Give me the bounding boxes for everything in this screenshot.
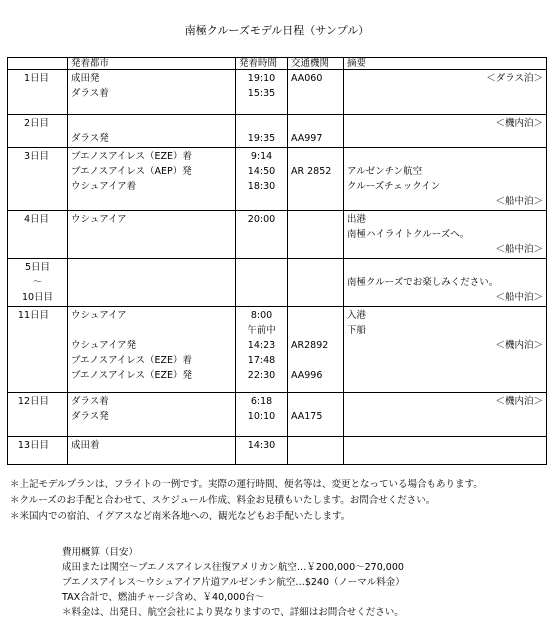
header-transport: 交通機関 [288,58,344,70]
city-cell [68,211,236,259]
header-day [8,58,68,70]
flight-cell-line: AR2892 [291,340,329,351]
header-time: 発着時間 [236,58,288,70]
flight-cell-line [291,116,340,131]
flight-cell-line [291,86,340,101]
table-row [8,148,547,211]
cost-line: ブエノスアイレス～ウシュアイア片道アルゼンチン航空…$240（ノーマル料金） [62,577,405,588]
day-cell [8,393,68,437]
note-cell [344,307,547,393]
day-cell-line: 13日目 [17,440,49,451]
note-cell-line: 入港 [347,310,367,321]
time-cell-line: 10:10 [247,411,276,422]
note-cell [344,70,547,115]
city-cell [68,148,236,211]
city-cell-line: ダラス着 [71,396,109,407]
flight-cell-line: AA997 [291,133,323,144]
note-cell [344,115,547,148]
note-cell-line: 出港 [347,214,367,225]
city-cell-line: ウシュアイア発 [71,340,137,351]
flight-cell-line [291,438,340,453]
city-cell-line: ウシュアイア [71,214,127,225]
flight-cell-line: AA060 [291,73,323,84]
city-cell-line: ウシュアイア着 [71,181,137,192]
flight-cell-line [291,149,340,164]
stay-label: ＜機内泊＞ [495,396,543,407]
time-cell [236,437,288,465]
city-cell-line: ブエノスアイレス（EZE）着 [71,151,193,162]
stay-label: ＜機内泊＞ [495,340,543,351]
flight-cell [288,211,344,259]
table-row [8,115,547,148]
time-cell-line: 8:00 [250,310,273,321]
stay-label: ＜船中泊＞ [495,196,543,207]
table-row [8,307,547,393]
day-cell [8,437,68,465]
cost-heading: 費用概算（目安） [62,547,139,558]
flight-cell [288,70,344,115]
flight-cell [288,307,344,393]
note-cell [344,259,547,307]
city-cell [68,393,236,437]
header-city: 発着都市 [68,58,236,70]
time-cell [236,259,288,307]
city-cell [68,115,236,148]
flight-cell-line [291,353,340,368]
page-title: 南極クルーズモデル日程（サンプル） [184,24,370,37]
day-cell [8,148,68,211]
city-cell-line: ウシュアイア [71,310,127,321]
city-cell-line: ブエノスアイレス（EZE）着 [71,355,193,366]
city-cell [68,437,236,465]
time-cell-line: 15:35 [247,88,276,99]
city-cell [68,259,236,307]
day-cell-line: 5日目 [24,262,51,273]
table-header-row [8,58,547,70]
table-row [8,437,547,465]
note-cell-line: 南極クルーズでお楽しみください。 [347,277,499,288]
time-cell [236,393,288,437]
time-cell-line: 17:48 [247,355,276,366]
stay-label: ＜機内泊＞ [495,118,543,129]
time-cell-line: 9:14 [250,151,273,162]
city-cell-line: ブエノスアイレス（AEP）発 [71,166,192,177]
city-cell [68,70,236,115]
day-cell-line: 4日目 [23,214,49,225]
city-cell-line: ブエノスアイレス（EZE）発 [71,370,193,381]
city-cell [68,307,236,393]
time-cell-line: 14:50 [247,166,276,177]
note-cell-line [347,260,543,275]
table-row [8,259,547,307]
time-cell [236,307,288,393]
table-row [8,70,547,115]
table-row [8,211,547,259]
note-cell [344,211,547,259]
note-cell-line: 南極ハイライトクルーズへ。 [347,229,470,240]
time-cell-line: 20:00 [247,214,276,225]
time-cell-line [239,116,284,131]
day-cell-line: 12日目 [17,396,49,407]
flight-cell [288,115,344,148]
day-cell-line: 3日目 [23,151,49,162]
time-cell [236,115,288,148]
note-cell-line: 下船 [347,325,367,336]
time-cell-line: 22:30 [247,370,276,381]
footnotes [10,477,483,525]
city-cell-line: 成田発 [71,73,100,84]
time-cell-line: 14:30 [247,440,276,451]
time-cell-line: 6:18 [250,396,273,407]
time-cell-line: 午前中 [247,325,276,336]
flight-cell-line [291,323,340,338]
note-cell [344,148,547,211]
itinerary-table [7,57,547,465]
city-cell-line: 成田着 [71,440,100,451]
day-cell [8,115,68,148]
stay-label: ＜船中泊＞ [495,244,543,255]
flight-cell-line [291,394,340,409]
flight-cell [288,259,344,307]
note-cell [344,437,547,465]
time-cell-line: 19:10 [247,73,276,84]
note-cell-line: クルーズチェックイン [347,181,441,192]
time-cell-line: 18:30 [247,181,276,192]
city-cell-line [71,323,232,338]
flight-cell [288,148,344,211]
flight-cell-line: AA175 [291,411,323,422]
flight-cell [288,393,344,437]
note-cell [344,393,547,437]
table-row [8,393,547,437]
stay-label: ＜船中泊＞ [495,292,543,303]
note-cell-line: アルゼンチン航空 [347,166,423,177]
day-cell-line: ～ [32,277,43,288]
footnote: ＊米国内での宿泊、イグアスなど南米各地への、観光などもお手配いたします。 [10,511,351,522]
note-cell-line [347,149,543,164]
flight-cell-line: AR 2852 [291,166,332,177]
footnote: ＊クルーズのお手配と合わせて、スケジュール作成、料金お見積もいたします。お問合せください。 [10,495,436,506]
time-cell [236,70,288,115]
city-cell-line: ダラス着 [71,88,109,99]
day-cell [8,70,68,115]
day-cell [8,307,68,393]
cost-estimate [62,545,405,620]
cost-line: ＊料金は、出発日、航空会社により異なりますので、詳細はお問合せください。 [62,607,404,618]
flight-cell-line [291,179,340,194]
day-cell-line: 10日目 [21,292,54,303]
flight-cell-line [291,212,340,227]
footnote: ＊上記モデルプランは、フライトの一例です。実際の運行時間、便名等は、変更となっている場合もあります。 [10,479,483,490]
header-notes: 摘要 [344,58,547,70]
cost-line: TAX合計で、燃油チャージ含め、￥40,000台～ [62,592,265,603]
time-cell [236,211,288,259]
day-cell [8,211,68,259]
stay-label: ＜ダラス泊＞ [486,73,543,84]
time-cell [236,148,288,211]
flight-cell-line: AA996 [291,370,323,381]
day-cell-line: 2日目 [23,118,49,129]
flight-cell [288,437,344,465]
city-cell-line [71,116,232,131]
city-cell-line: ダラス発 [71,133,109,144]
cost-line: 成田または関空～ブエノスアイレス往復アメリカン航空…￥200,000～270,000 [62,562,404,573]
day-cell-line: 11日目 [17,310,49,321]
city-cell-line: ダラス発 [71,411,109,422]
flight-cell-line [291,308,340,323]
day-cell-line: 1日目 [23,73,49,84]
time-cell-line: 14:23 [247,340,276,351]
time-cell-line: 19:35 [247,133,276,144]
day-cell [8,259,68,307]
